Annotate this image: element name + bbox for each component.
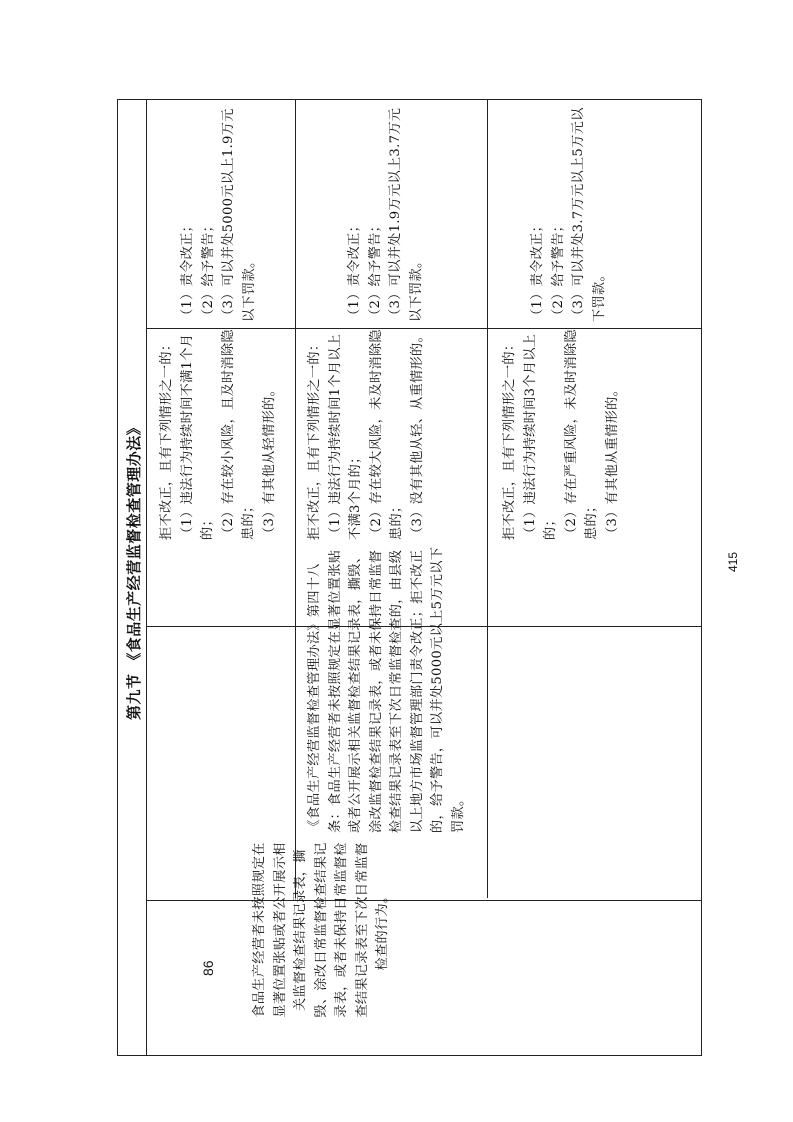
circumstance-item: （2）存在严重风险，未及时消除隐患的； [563,328,599,540]
penalty-cell-tier-1 [178,98,298,322]
legal-basis-text: 《食品生产经营监督检查管理办法》第四十八条：食品生产经营者未按照规定在显著位置张贴或者公开展示相关监督检查结果记录表，撕毁、涂改监督检查结果记录表，或者未保持日常监督检查结果记录表至下次日常监督检查的，由县级以上地方市场监督管理部门责令改正；拒不改正的，给予警告，可以并处5000元以上5万元以下罚款。 [307,546,466,833]
circumstance-cell-tier-2 [305,328,490,540]
penalty-item: （2）给予警告； [550,218,566,322]
penalty-item: （3）可以并处1.9万元以上3.7万元以下罚款。 [388,107,424,322]
penalty-cell-tier-3 [528,98,628,322]
circumstance-item: （3）有其他从重情形的。 [604,382,620,540]
circumstance-item: （2）存在较小风险，且及时消除隐患的； [220,328,256,540]
section-title: 第九节 《食品生产经营监督检查管理办法》 [125,419,143,720]
page-number: 415 [726,551,740,572]
circumstance-item: （3）有其他从轻情形的。 [261,382,277,540]
penalty-item: （2）给予警告； [367,218,383,322]
circumstance-item: （1）违法行为持续时间不满1个月的； [179,333,215,540]
violation-cell [250,830,500,1030]
circumstance-item: 拒不改正，且有下列情形之一的： [159,337,174,540]
circumstance-item: 拒不改正，且有下列情形之一的： [502,337,517,540]
penalty-item: （3）可以并处3.7万元以上5万元以下罚款。 [571,107,607,322]
circumstance-cell-tier-1 [157,328,307,540]
row-number: 86 [200,960,216,976]
legal-basis-cell [305,539,500,833]
circumstance-cell-tier-3 [500,328,685,540]
penalty-item: （3）可以并处5000元以上1.9万元以下罚款。 [221,108,257,322]
circumstance-item: （1）违法行为持续时间3个月以上的； [522,333,558,540]
circumstance-item: （1）违法行为持续时间1个月以上不满3个月的； [327,333,363,540]
penalty-item: （2）给予警告； [200,218,216,322]
penalty-item: （1）责令改正； [347,218,362,322]
violation-text: 食品生产经营者未按照规定在显著位置张贴或者公开展示相关监督检查结果记录表，撕毁、涂改日常监督检查结果记录表，或者未保持日常监督检查结果记录表至下次日常监督检查的行为。 [252,842,390,1018]
circumstance-item: 拒不改正，且有下列情形之一的： [307,337,322,540]
penalty-item: （1）责令改正； [530,218,545,322]
penalty-cell-tier-2 [345,98,445,322]
circumstance-item: （3）没有其他从轻、从重情形的。 [409,328,425,540]
penalty-item: （1）责令改正； [180,218,195,322]
circumstance-item: （2）存在较大风险，未及时消除隐患的； [368,328,404,540]
